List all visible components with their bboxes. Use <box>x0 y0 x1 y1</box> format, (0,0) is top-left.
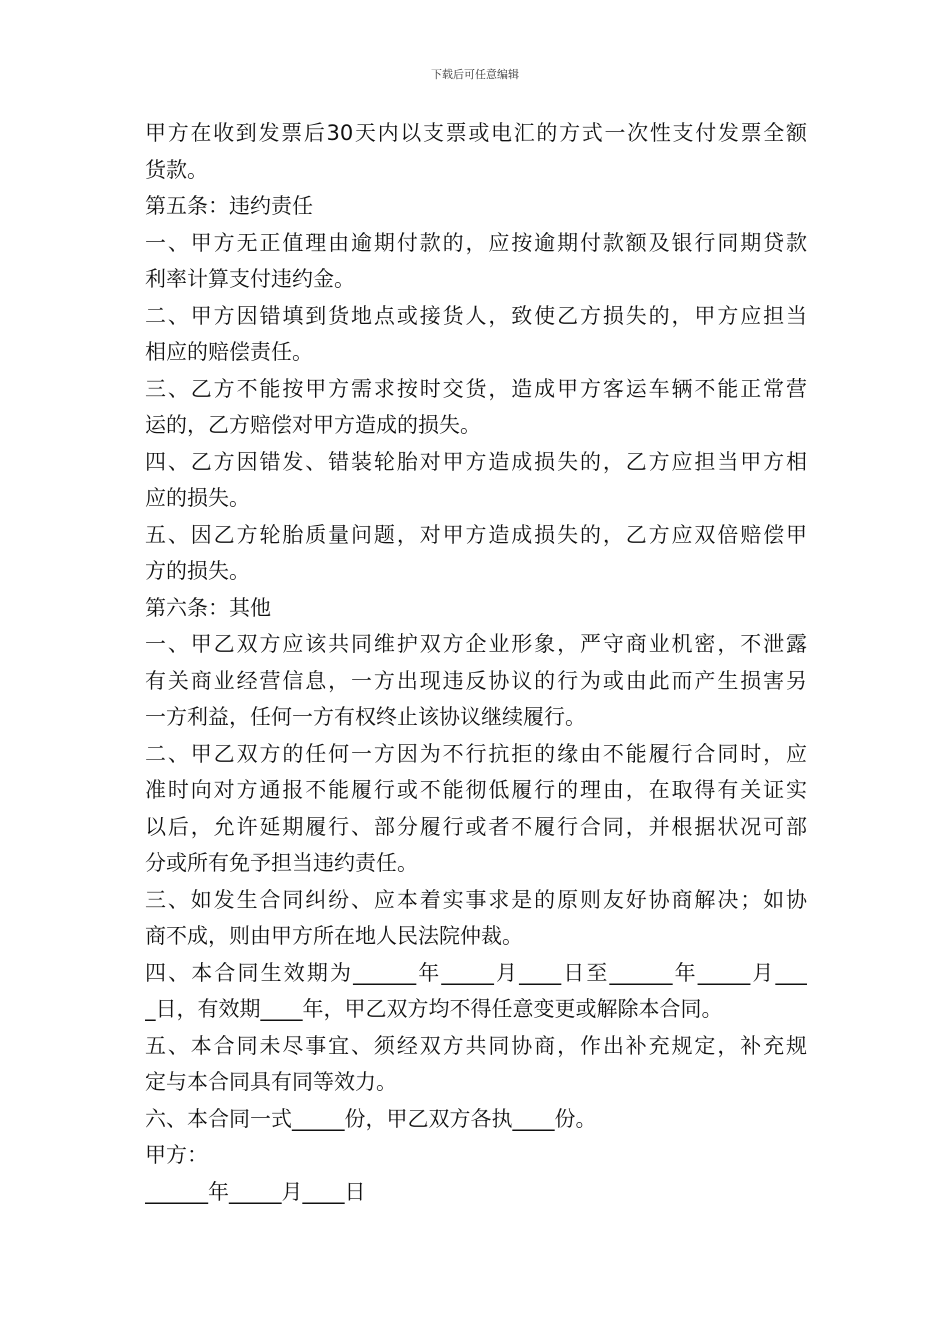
document-line: 甲方： <box>145 1143 208 1167</box>
document-line: 一、甲方无正值理由逾期付款的，应按逾期付款额及银行同期贷款 <box>145 230 807 255</box>
document-line: _日，有效期____年，甲乙双方均不得任意变更或解除本合同。 <box>145 997 723 1021</box>
document-line: 第六条：其他 <box>145 595 271 620</box>
page-header-note: 下载后可任意编辑 <box>431 68 519 81</box>
document-line: 六、本合同一式_____份，甲乙双方各执____份。 <box>145 1106 597 1131</box>
document-line: 四、乙方因错发、错装轮胎对甲方造成损失的，乙方应担当甲方相 <box>145 449 807 474</box>
document-body <box>145 115 807 1210</box>
document-line: 三、乙方不能按甲方需求按时交货，造成甲方客运车辆不能正常营 <box>145 376 807 401</box>
document-line: 货款。 <box>145 157 208 182</box>
document-line: 甲方在收到发票后30天内以支票或电汇的方式一次性支付发票全额 <box>145 121 807 145</box>
document-line: 一方利益，任何一方有权终止该协议继续履行。 <box>145 705 586 729</box>
document-line: 五、本合同未尽事宜、须经双方共同协商，作出补充规定，补充规 <box>145 1033 807 1058</box>
document-line: 以后，允许延期履行、部分履行或者不履行合同，并根据状况可部 <box>145 814 807 839</box>
document-line: 四、本合同生效期为______年_____月____日至______年_____月___ <box>145 960 807 985</box>
document-line: 第五条：违约责任 <box>145 194 313 218</box>
document-line: 方的损失。 <box>145 559 250 583</box>
document-line: 相应的赔偿责任。 <box>145 340 313 364</box>
document-line: 二、甲乙双方的任何一方因为不行抗拒的缘由不能履行合同时，应 <box>145 741 807 766</box>
document-line: 二、甲方因错填到货地点或接货人，致使乙方损失的，甲方应担当 <box>145 303 807 328</box>
document-line: 准时向对方通报不能履行或不能彻低履行的理由，在取得有关证实 <box>145 778 807 802</box>
document-line: 五、因乙方轮胎质量问题，对甲方造成损失的，乙方应双倍赔偿甲 <box>145 522 807 547</box>
document-line: ______年_____月____日 <box>145 1179 366 1204</box>
document-line: 应的损失。 <box>145 486 250 510</box>
document-line: 分或所有免予担当违约责任。 <box>145 851 418 875</box>
document-line: 定与本合同具有同等效力。 <box>145 1070 397 1094</box>
document-line: 一、甲乙双方应该共同维护双方企业形象，严守商业机密，不泄露 <box>145 632 807 656</box>
document-line: 有关商业经营信息，一方出现违反协议的行为或由此而产生损害另 <box>145 668 807 693</box>
document-line: 三、如发生合同纠纷、应本着实事求是的原则友好协商解决；如协 <box>145 887 807 912</box>
document-line: 利率计算支付违约金。 <box>145 267 355 291</box>
document-line: 运的，乙方赔偿对甲方造成的损失。 <box>145 413 481 437</box>
document-line: 商不成，则由甲方所在地人民法院仲裁。 <box>145 924 523 948</box>
